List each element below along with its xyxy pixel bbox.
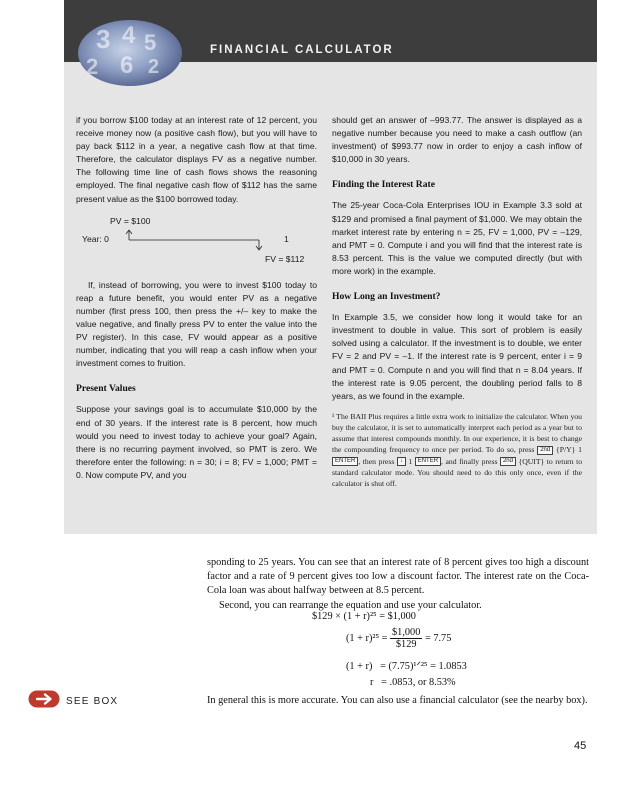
paragraph: The 25-year Coca-Cola Enterprises IOU in Example 3.3 sold at $129 and promised a final payment of $1,000. We may obtain the market interest rate by entering n = 25, FV = 1,000, PV = –129, and PMT = 0. Compute i and you will find that the interest rate is 8.53 percent. This is the value we computed directly (but with more work) in the example. <box>332 200 582 276</box>
paragraph: Second, you can rearrange the equation and use your calculator. <box>219 599 482 611</box>
equation-4: r = .0853, or 8.53% <box>370 677 456 688</box>
key-enter: ENTER <box>415 457 441 466</box>
paragraph: Suppose your savings goal is to accumulate $10,000 by the end of 30 years. If the interest rate is 8 percent, how much would you need to invest today to achieve your goal? Again, there is no recurring payment involved, so PMT is zero. We therefore enter the following: n = 30; i = 8; FV = 1,000; PMT = 0. Now compute PV, and you <box>76 404 317 480</box>
main-text-continued <box>207 694 589 708</box>
cash-flow-timeline <box>76 209 317 269</box>
equation-rhs: = 7.75 <box>424 632 452 644</box>
footnote <box>332 411 582 489</box>
box-banner <box>64 0 597 79</box>
footnote-text: ¹ The BAII Plus requires a little extra work to initialize the calculator. When you buy the calculator, it is set to automatically interpret each period as a year but to assume that interest compounds monthly. In our experience, it is best to change the compounding frequency to once per period. To do so, press <box>332 411 582 455</box>
equation-2 <box>346 627 451 650</box>
down-arrow-key-icon: ↓ <box>397 457 406 466</box>
timeline-fv-label: FV = $112 <box>265 253 305 264</box>
footnote-text: 1 <box>408 456 413 466</box>
fraction-denominator: $129 <box>395 639 417 650</box>
footnote-text: , and finally press <box>441 456 498 466</box>
main-text <box>207 556 589 613</box>
footnote-text: {QUIT} to return to standard calculator mode. You should need to do this only once, even if the calculator is shut off. <box>332 456 583 488</box>
timeline-pv-label: PV = $100 <box>110 215 151 226</box>
page-number: 45 <box>574 740 587 752</box>
paragraph: if you borrow $100 today at an interest rate of 12 percent, you receive money now (a positive cash flow), but you will have to pay back $112 in a year, a negative cash flow at that time. Therefore, the calculator displays FV as a negative number. The following time line of cash flows shows the reasoning employed. The final negative cash flow of $112 has the same present value as the $100 borrowed today. <box>76 115 317 204</box>
paragraph: In general this is more accurate. You can also use a financial calculator (see the nearby box). <box>207 695 588 706</box>
box-column-left <box>76 114 317 482</box>
calculator-keys-illustration: 3 4 5 2 6 2 <box>78 20 182 86</box>
equation-fraction <box>390 627 422 650</box>
paragraph: In Example 3.5, we consider how long it would take for an investment to double in value. This sort of problem is easily solved using a calculator. If the investment is to double, we enter FV = 2 and PV = –1. If the interest rate is 9 percent, enter i = 9 and PMT = 0. Compute n and you will find that n = 8.04 years. If the interest rate is 9.05 percent, the doubling period falls to 8 years, as we found in the example. <box>332 312 582 401</box>
paragraph: If, instead of borrowing, you were to invest $100 today to reap a future benefit, you would enter PV as a negative number (first press 100, then press the +/– key to make the value negative, and finally press PV to enter the value into the PV register). In this case, FV would appear as a positive number, indicating that you will reap a cash inflow when your investment comes to fruition. <box>76 279 317 369</box>
section-heading-present-values: Present Values <box>76 383 136 395</box>
box-column-right <box>332 114 582 489</box>
equation-lhs: (1 + r)²⁵ = <box>346 632 388 644</box>
equation-3: (1 + r) = (7.75)¹ᐟ²⁵ = 1.0853 <box>346 661 467 672</box>
financial-calculator-box <box>64 0 597 534</box>
footnote-text: {P/Y} 1 <box>556 445 583 455</box>
section-heading-how-long: How Long an Investment? <box>332 291 441 303</box>
section-heading-interest-rate: Finding the Interest Rate <box>332 179 435 191</box>
timeline-year-label: Year: 0 <box>82 233 109 244</box>
footnote-text: , then press <box>358 456 395 466</box>
equation-1: $129 × (1 + r)²⁵ = $1,000 <box>312 611 416 622</box>
paragraph: sponding to 25 years. You can see that an interest rate of 8 percent gives too high a discount factor and a rate of 9 percent gives too low a discount factor. The interest rate on the Coca-Cola loan was about halfway between at 8.5 percent. <box>207 557 589 597</box>
box-title: FINANCIAL CALCULATOR <box>210 44 394 56</box>
timeline-year-one: 1 <box>284 233 289 244</box>
see-box-arrow-icon <box>28 690 60 708</box>
key-2nd: 2nd <box>537 446 553 455</box>
paragraph: should get an answer of –993.77. The answer is displayed as a negative number because you need to make a cash outflow (an investment) of $993.77 now in order to enjoy a cash inflow of $10,000 in 30 years. <box>332 115 582 165</box>
key-2nd: 2nd <box>500 457 516 466</box>
fraction-numerator: $1,000 <box>392 627 421 638</box>
see-box-label: SEE BOX <box>66 696 119 707</box>
key-enter: ENTER <box>332 457 358 466</box>
